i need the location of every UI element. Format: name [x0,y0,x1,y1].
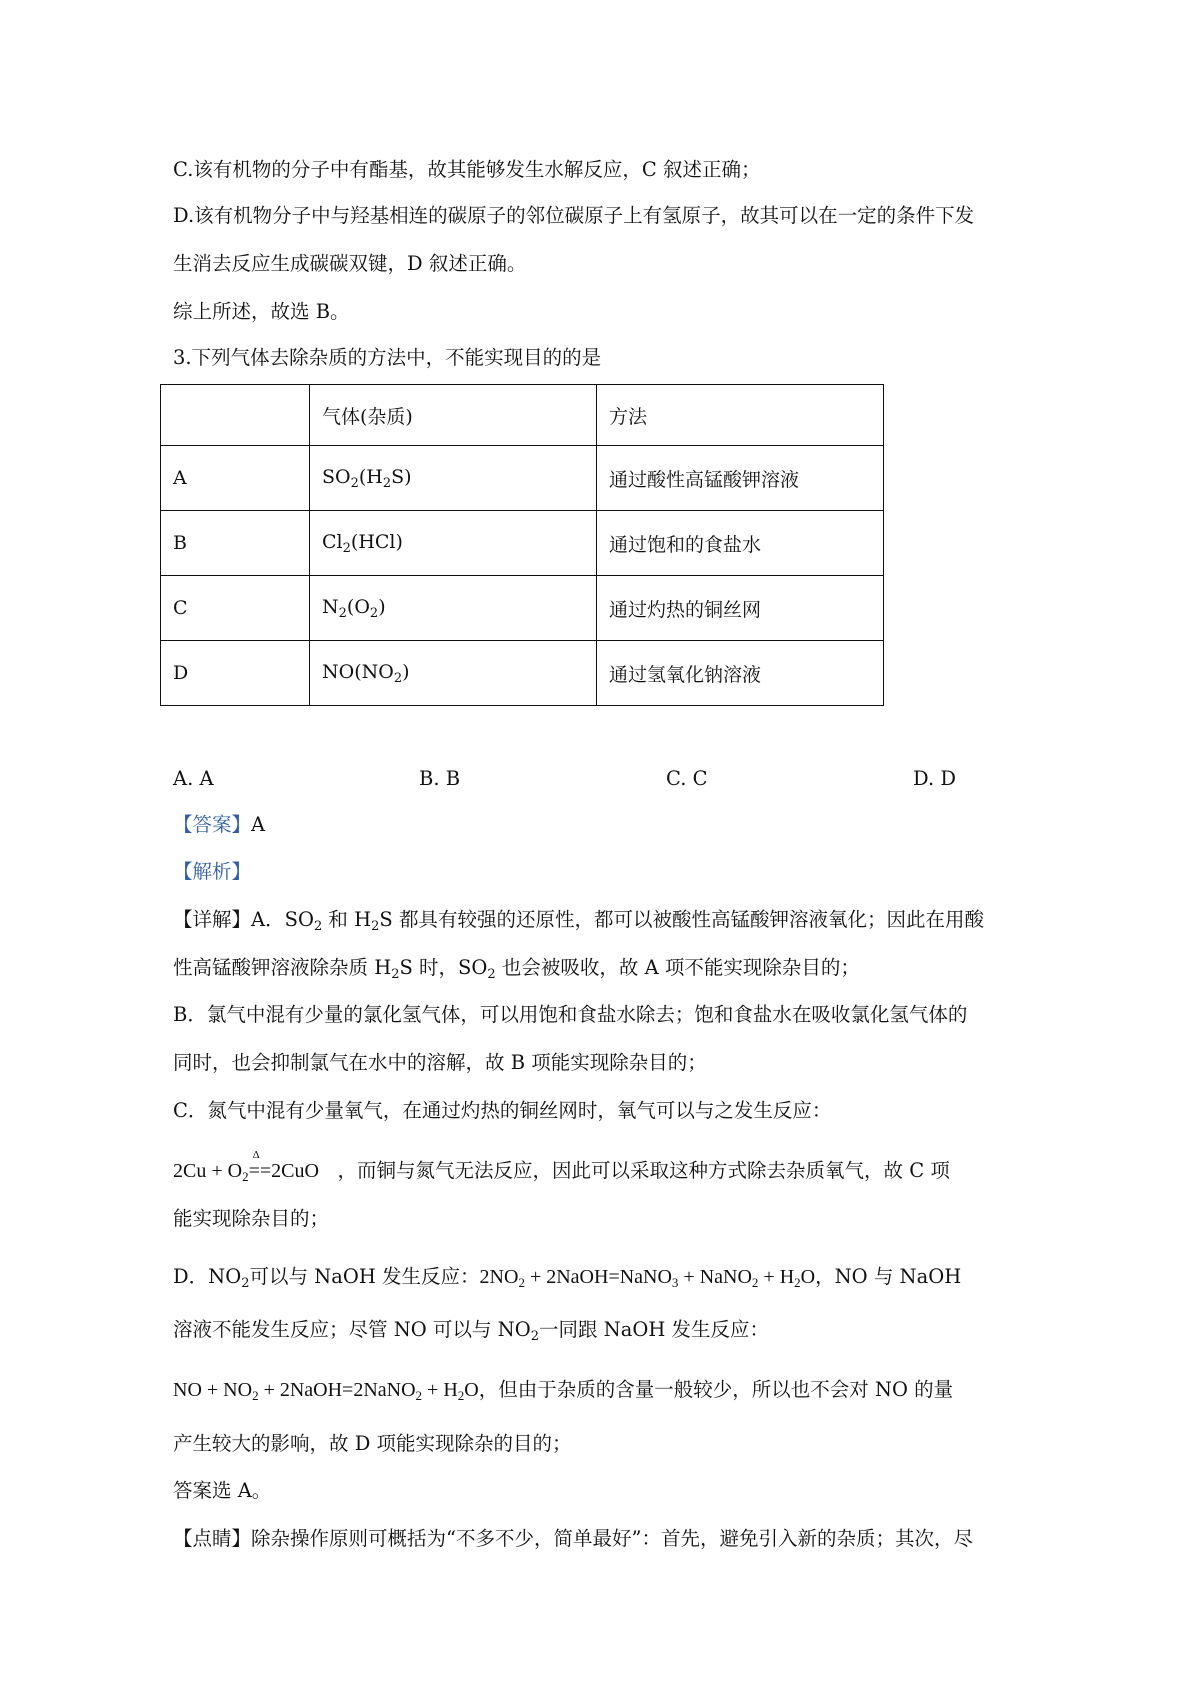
method-cell: 通过灼热的铜丝网 [597,576,884,641]
detail-a-line2: 性高锰酸钾溶液除杂质 $H_2S$ 时，$SO_2$ 也会被吸收，故 A 项不能实现除杂目的； [173,956,860,982]
detail-b-line2: 同时，也会抑制氯气在水中的溶解，故 B 项能实现除杂目的； [173,1051,707,1074]
row-label: B [161,511,310,576]
detail-a-line1: 【详解】A．$SO_2$ 和 $H_2S$ 都具有较强的还原性，都可以被酸性高锰酸钾溶液氧化；因此在用酸 [173,908,984,934]
gas-cell: $N_2(O_2)$ [310,576,597,641]
table-row [161,641,884,706]
choice-b: B. B [419,767,461,790]
table-row [161,446,884,511]
method-cell: 通过饱和的食盐水 [597,511,884,576]
choice-c: C. C [666,767,708,790]
table-row [161,576,884,641]
question-stem: 3.下列气体去除杂质的方法中，不能实现目的的是 [173,346,602,369]
answer-value: A [251,813,266,836]
analysis-tag: 【解析】 [173,860,252,883]
intro-summary: 综上所述，故选 B。 [173,300,350,323]
table-header-cell [161,385,310,446]
detail-c-line3: 能实现除杂目的； [173,1207,330,1230]
detail-conclusion: 答案选 A。 [173,1479,272,1502]
detail-d-line2: 溶液不能发生反应；尽管 NO 可以与 $NO_2$一同跟 NaOH 发生反应： [173,1318,770,1344]
intro-d-line2: 生消去反应生成碳碳双键，D 叙述正确。 [173,252,527,275]
tip-line: 【点睛】除杂操作原则可概括为“不多不少，简单最好”：首先，避免引入新的杂质；其次，尽 [173,1527,973,1550]
gas-cell: $SO_2(H_2S)$ [310,446,597,511]
row-label: A [161,446,310,511]
detail-d-line4: 产生较大的影响，故 D 项能实现除杂的目的； [173,1432,572,1455]
detail-d-line3: NO + $NO_2$ + 2NaOH=2NaNO$_2$ + $H_2O$，但由于杂质的含量一般较少，所以也不会对 NO 的量 [173,1378,954,1403]
equation-no2: $2NO_2$ + 2NaOH=NaNO$_3$ + NaNO$_2$ + $H_2O$ [479,1266,816,1290]
intro-c: C.该有机物的分子中有酯基，故其能够发生水解反应，C 叙述正确； [173,158,761,181]
detail-tag: 【详解】 [173,908,252,931]
intro-d-line1: D.该有机物分子中与羟基相连的碳原子的邻位碳原子上有氢原子，故其可以在一定的条件下发 [173,204,975,227]
gas-cell: $NO(NO_2)$ [310,641,597,706]
table-header-cell: 气体(杂质) [310,385,597,446]
tip-tag: 【点睛】 [173,1527,252,1550]
detail-d-line1: D．$NO_2$可以与 NaOH 发生反应：$2NO_2$ + 2NaOH=NaNO$_3$ + NaNO$_2$ + $H_2O$，NO 与 NaOH [173,1265,962,1291]
answer-tag: 【答案】 [173,813,252,836]
method-cell: 通过酸性高锰酸钾溶液 [597,446,884,511]
gas-cell: $Cl_2(HCl)$ [310,511,597,576]
detail-c-line1: C．氮气中混有少量氧气，在通过灼热的铜丝网时，氧气可以与之发生反应： [173,1099,832,1122]
row-label: C [161,576,310,641]
method-cell: 通过氢氧化钠溶液 [597,641,884,706]
table-header-row [161,385,884,446]
answer-line [173,812,1043,838]
choice-d: D. D [913,767,956,790]
choice-a: A. A [173,767,214,790]
equation-no-no2: NO + $NO_2$ + 2NaOH=2NaNO$_2$ + $H_2O$ [173,1379,479,1403]
analysis-line [173,859,1043,885]
detail-c-line2: $2Cu + O_2$ Δ ==2CuO ，而铜与氮气无法反应，因此可以采取这种方式除去杂质氧气，故 C 项 [173,1149,950,1184]
equation-cu: $2Cu + O_2$ Δ ==2CuO [173,1149,319,1184]
detail-b-line1: B．氯气中混有少量的氯化氢气体，可以用饱和食盐水除去；饱和食盐水在吸收氯化氢气体的 [173,1003,968,1026]
table-header-cell: 方法 [597,385,884,446]
options-table [160,384,884,706]
row-label: D [161,641,310,706]
table-row [161,511,884,576]
